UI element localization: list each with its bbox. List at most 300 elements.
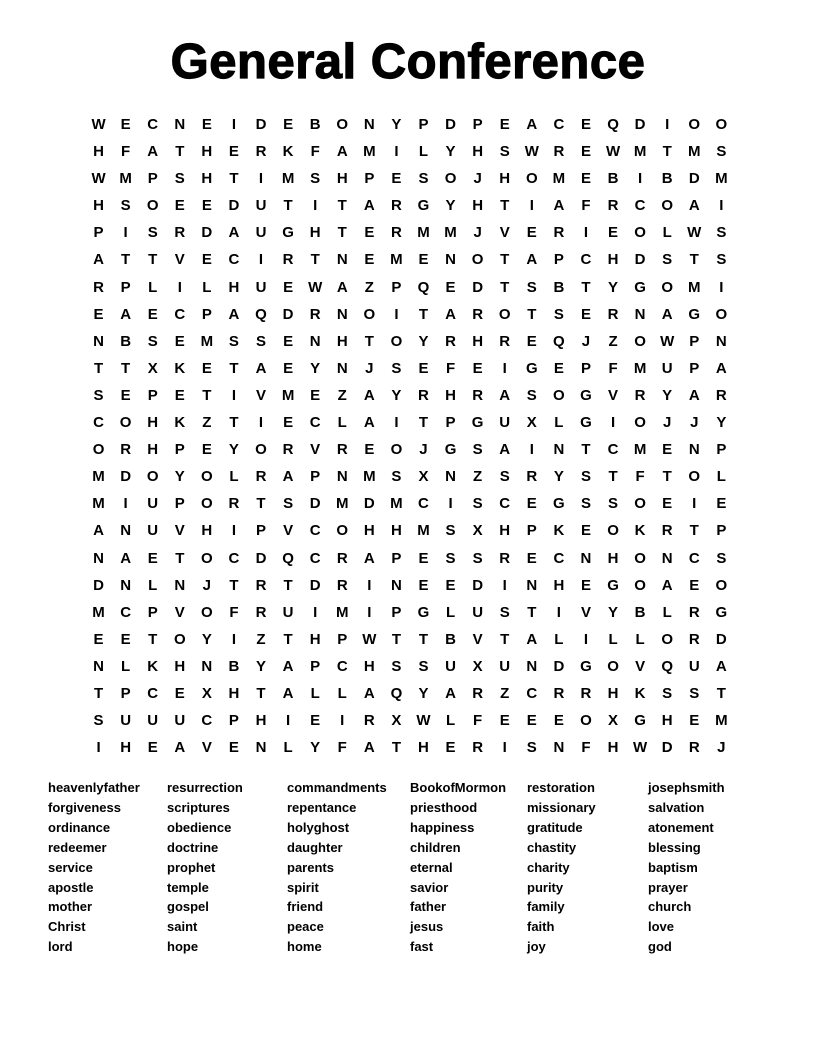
word-item: god xyxy=(648,939,672,955)
grid-letter: S xyxy=(580,495,591,513)
grid-letter: P xyxy=(580,359,591,377)
grid-letter: L xyxy=(202,278,212,296)
grid-letter: P xyxy=(364,170,375,188)
grid-letter: E xyxy=(445,576,456,594)
grid-letter: I xyxy=(286,712,291,730)
grid-letter: V xyxy=(608,386,619,404)
grid-letter: M xyxy=(688,278,701,296)
grid-letter: P xyxy=(391,278,402,296)
grid-letter: O xyxy=(661,197,674,215)
grid-letter: J xyxy=(690,414,699,432)
grid-letter: A xyxy=(715,657,727,675)
grid-letter: D xyxy=(688,170,700,188)
grid-letter: G xyxy=(471,414,484,432)
grid-letter: Z xyxy=(337,386,347,404)
grid-letter: N xyxy=(174,116,186,133)
grid-row xyxy=(85,490,735,517)
word-item: obedience xyxy=(167,819,232,835)
grid-letter: T xyxy=(93,684,104,702)
grid-letter: G xyxy=(580,414,592,432)
grid-letter: Y xyxy=(608,278,619,296)
grid-letter: H xyxy=(201,170,213,188)
grid-letter: P xyxy=(445,414,456,432)
grid-letter: P xyxy=(689,359,700,377)
grid-letter: D xyxy=(634,116,646,133)
grid-letter: O xyxy=(607,657,619,675)
grid-letter: A xyxy=(120,305,132,323)
grid-letter: F xyxy=(337,739,347,757)
grid-letter: H xyxy=(472,143,484,161)
grid-letter: R xyxy=(445,332,456,350)
grid-letter: G xyxy=(688,305,701,323)
grid-letter: C xyxy=(147,116,159,133)
grid-letter: A xyxy=(282,657,294,675)
grid-letter: O xyxy=(336,116,349,133)
word-item: jesus xyxy=(410,919,444,935)
word-list xyxy=(48,778,788,957)
grid-letter: Y xyxy=(310,359,321,377)
grid-letter: E xyxy=(201,251,212,269)
grid-letter: M xyxy=(281,170,295,188)
grid-letter: M xyxy=(633,441,647,459)
grid-letter: H xyxy=(472,197,484,215)
grid-letter: O xyxy=(553,386,565,404)
grid-letter: O xyxy=(390,441,403,459)
grid-letter: J xyxy=(202,576,212,594)
grid-letter: N xyxy=(255,739,267,757)
grid-letter: V xyxy=(201,739,212,757)
grid-letter: E xyxy=(174,197,185,215)
grid-letter: Y xyxy=(418,684,429,702)
grid-letter: O xyxy=(607,522,619,540)
grid-letter: P xyxy=(201,305,212,323)
grid-letter: Q xyxy=(607,116,619,133)
grid-letter: E xyxy=(201,359,212,377)
grid-letter: A xyxy=(228,305,240,323)
grid-letter: S xyxy=(228,332,239,350)
grid-letter: M xyxy=(417,522,430,540)
grid-letter: O xyxy=(525,170,538,188)
word-item: redeemer xyxy=(48,839,107,855)
grid-letter: X xyxy=(147,359,158,377)
grid-letter: T xyxy=(148,630,158,648)
grid-letter: D xyxy=(93,576,104,594)
grid-letter: B xyxy=(661,170,673,188)
grid-letter: E xyxy=(310,386,321,404)
grid-letter: W xyxy=(633,739,648,757)
grid-letter: S xyxy=(418,170,429,188)
grid-letter: E xyxy=(364,251,375,269)
grid-letter: S xyxy=(526,278,537,296)
grid-letter: T xyxy=(256,495,266,513)
grid-letter: I xyxy=(583,630,589,648)
grid-letter: O xyxy=(634,332,646,350)
grid-letter: P xyxy=(147,386,158,404)
grid-letter: I xyxy=(692,495,697,513)
grid-letter: O xyxy=(363,305,376,323)
grid-letter: T xyxy=(202,386,212,404)
word-item: heavenlyfather xyxy=(48,780,140,795)
grid-row xyxy=(85,734,735,761)
grid-letter: E xyxy=(364,224,375,242)
grid-letter: U xyxy=(255,197,267,215)
word-item: BookofMormon xyxy=(410,780,507,795)
grid-letter: R xyxy=(282,441,294,459)
grid-letter: O xyxy=(173,630,186,648)
grid-letter: I xyxy=(583,224,589,242)
word-list-column xyxy=(48,778,167,957)
grid-letter: N xyxy=(174,576,186,594)
word-item: atonement xyxy=(648,819,714,835)
grid-letter: A xyxy=(499,386,511,404)
grid-letter: R xyxy=(282,251,294,269)
grid-letter: A xyxy=(553,197,565,215)
word-item: repentance xyxy=(287,799,357,815)
grid-letter: D xyxy=(201,224,213,242)
grid-letter: N xyxy=(445,251,456,269)
grid-letter: M xyxy=(281,386,295,404)
grid-letter: E xyxy=(120,630,131,648)
page-title: General Conference xyxy=(170,35,646,89)
grid-letter: E xyxy=(201,441,212,459)
grid-letter: J xyxy=(419,441,428,459)
grid-letter: U xyxy=(174,712,186,730)
grid-letter: H xyxy=(445,386,456,404)
grid-letter: X xyxy=(391,712,402,730)
grid-letter: I xyxy=(719,278,724,296)
word-item: eternal xyxy=(410,859,453,875)
grid-letter: V xyxy=(283,522,294,540)
grid-letter: T xyxy=(391,739,401,757)
grid-letter: R xyxy=(390,197,402,215)
grid-letter: V xyxy=(256,386,267,404)
grid-letter: S xyxy=(120,197,131,215)
grid-letter: P xyxy=(93,224,104,242)
grid-letter: D xyxy=(309,576,321,594)
grid-letter: H xyxy=(93,197,104,215)
grid-letter: Z xyxy=(202,414,212,432)
grid-letter: T xyxy=(581,278,591,296)
word-item: spirit xyxy=(287,879,319,895)
grid-row xyxy=(85,680,735,707)
grid-letter: E xyxy=(120,386,131,404)
grid-letter: E xyxy=(499,116,510,133)
grid-letter: P xyxy=(526,522,537,540)
grid-letter: J xyxy=(473,170,482,188)
grid-letter: D xyxy=(228,197,240,215)
grid-letter: S xyxy=(716,143,727,161)
grid-letter: E xyxy=(580,143,591,161)
grid-row xyxy=(85,246,735,273)
grid-letter: L xyxy=(148,278,158,296)
grid-letter: E xyxy=(93,630,104,648)
grid-letter: V xyxy=(499,224,510,242)
grid-letter: N xyxy=(336,468,348,486)
grid-letter: H xyxy=(363,522,375,540)
grid-letter: N xyxy=(634,305,646,323)
grid-letter: S xyxy=(310,170,321,188)
grid-letter: H xyxy=(499,170,511,188)
word-item: family xyxy=(527,899,565,915)
grid-letter: W xyxy=(524,143,539,161)
grid-letter: H xyxy=(607,739,619,757)
grid-row xyxy=(85,517,735,544)
grid-letter: T xyxy=(148,251,158,269)
grid-letter: O xyxy=(146,197,159,215)
grid-letter: R xyxy=(390,224,402,242)
grid-letter: C xyxy=(553,549,565,567)
grid-letter: U xyxy=(445,657,456,675)
grid-letter: F xyxy=(581,197,591,215)
grid-letter: W xyxy=(416,712,431,730)
grid-letter: H xyxy=(309,630,321,648)
grid-letter: X xyxy=(472,522,483,540)
grid-letter: P xyxy=(689,332,700,350)
grid-letter: T xyxy=(337,197,347,215)
grid-letter: H xyxy=(147,414,159,432)
grid-letter: E xyxy=(147,305,158,323)
grid-letter: E xyxy=(283,332,294,350)
grid-letter: O xyxy=(634,224,646,242)
grid-letter: R xyxy=(309,305,321,323)
grid-letter: O xyxy=(634,576,646,594)
grid-letter: F xyxy=(121,143,131,161)
grid-letter: D xyxy=(445,116,456,133)
grid-letter: H xyxy=(93,143,104,161)
grid-letter: P xyxy=(256,522,267,540)
grid-letter: S xyxy=(716,251,727,269)
grid-letter: I xyxy=(96,739,101,757)
grid-letter: E xyxy=(120,116,131,133)
grid-letter: E xyxy=(472,359,483,377)
grid-letter: Z xyxy=(608,332,618,350)
grid-letter: O xyxy=(634,414,646,432)
grid-letter: U xyxy=(120,712,132,730)
grid-letter: M xyxy=(390,251,403,269)
grid-letter: E xyxy=(689,712,700,730)
grid-letter: G xyxy=(607,576,619,594)
grid-letter: N xyxy=(715,332,727,350)
grid-letter: V xyxy=(174,603,185,621)
grid-letter: S xyxy=(662,251,673,269)
grid-letter: H xyxy=(472,332,484,350)
grid-letter: X xyxy=(472,657,483,675)
grid-letter: D xyxy=(282,305,294,323)
grid-letter: E xyxy=(174,684,185,702)
grid-letter: S xyxy=(472,495,483,513)
grid-letter: H xyxy=(336,332,348,350)
grid-letter: U xyxy=(499,414,511,432)
word-item: blessing xyxy=(648,839,701,855)
grid-letter: S xyxy=(499,143,510,161)
grid-letter: P xyxy=(716,522,727,540)
grid-letter: C xyxy=(147,684,159,702)
grid-letter: P xyxy=(337,630,348,648)
grid-letter: I xyxy=(529,197,534,215)
word-item: prayer xyxy=(648,879,688,895)
grid-letter: D xyxy=(255,549,267,567)
grid-letter: P xyxy=(391,549,402,567)
grid-letter: A xyxy=(499,441,511,459)
grid-letter: R xyxy=(255,468,267,486)
grid-letter: P xyxy=(120,684,131,702)
word-item: joy xyxy=(527,939,546,955)
grid-letter: A xyxy=(661,305,673,323)
grid-letter: O xyxy=(119,414,132,432)
grid-letter: E xyxy=(445,278,456,296)
word-item: chastity xyxy=(527,839,577,855)
grid-letter: R xyxy=(255,143,267,161)
grid-letter: M xyxy=(688,143,701,161)
grid-letter: E xyxy=(147,739,158,757)
grid-letter: T xyxy=(175,143,185,161)
word-item: forgiveness xyxy=(48,799,121,815)
grid-letter: A xyxy=(93,522,104,540)
grid-letter: H xyxy=(336,170,348,188)
grid-letter: E xyxy=(526,549,537,567)
grid-letter: Q xyxy=(417,278,430,296)
grid-letter: N xyxy=(201,657,213,675)
grid-letter: T xyxy=(283,197,293,215)
grid-letter: M xyxy=(92,468,105,486)
grid-letter: T xyxy=(662,143,672,161)
grid-letter: Y xyxy=(445,143,456,161)
grid-letter: O xyxy=(255,441,267,459)
grid-letter: C xyxy=(309,549,321,567)
word-item: Christ xyxy=(48,919,86,935)
grid-letter: Q xyxy=(661,657,674,675)
grid-letter: C xyxy=(174,305,186,323)
grid-letter: C xyxy=(688,549,700,567)
grid-letter: A xyxy=(228,224,240,242)
wordsearch-letter-grid xyxy=(85,111,735,761)
grid-letter: I xyxy=(258,251,264,269)
grid-letter: H xyxy=(228,684,240,702)
grid-letter: T xyxy=(689,251,699,269)
grid-letter: E xyxy=(716,495,727,513)
grid-letter: X xyxy=(201,684,212,702)
grid-letter: I xyxy=(177,278,182,296)
grid-letter: S xyxy=(147,332,158,350)
grid-letter: K xyxy=(634,522,646,540)
grid-letter: A xyxy=(174,739,186,757)
grid-row xyxy=(85,355,735,382)
grid-letter: A xyxy=(363,197,375,215)
grid-letter: C xyxy=(336,657,348,675)
grid-letter: T xyxy=(662,468,672,486)
grid-letter: Q xyxy=(553,332,565,350)
grid-letter: H xyxy=(120,739,132,757)
grid-letter: Y xyxy=(553,468,564,486)
grid-letter: C xyxy=(526,684,538,702)
grid-letter: S xyxy=(283,495,294,513)
grid-letter: A xyxy=(526,630,538,648)
grid-letter: I xyxy=(367,603,372,621)
grid-letter: E xyxy=(283,278,294,296)
grid-letter: E xyxy=(283,414,294,432)
grid-letter: L xyxy=(121,657,131,675)
word-item: mother xyxy=(48,899,93,915)
grid-letter: O xyxy=(146,468,159,486)
grid-letter: F xyxy=(608,359,618,377)
grid-letter: E xyxy=(228,143,239,161)
grid-letter: O xyxy=(336,522,349,540)
grid-letter: E xyxy=(662,441,673,459)
grid-letter: D xyxy=(309,495,321,513)
grid-letter: N xyxy=(526,657,538,675)
grid-letter: E xyxy=(228,739,239,757)
grid-letter: I xyxy=(502,576,507,594)
word-item: parents xyxy=(287,859,334,875)
grid-letter: P xyxy=(391,603,402,621)
grid-letter: S xyxy=(445,522,456,540)
grid-letter: K xyxy=(634,684,646,702)
grid-letter: P xyxy=(120,278,131,296)
word-item: service xyxy=(48,859,93,875)
grid-letter: G xyxy=(634,278,646,296)
word-item: baptism xyxy=(648,859,698,875)
grid-letter: B xyxy=(634,603,646,621)
grid-letter: T xyxy=(229,414,239,432)
grid-letter: D xyxy=(634,251,646,269)
word-item: temple xyxy=(167,879,209,895)
grid-letter: H xyxy=(418,739,429,757)
grid-row xyxy=(85,382,735,409)
grid-letter: R xyxy=(255,603,267,621)
grid-letter: D xyxy=(472,576,484,594)
grid-letter: S xyxy=(472,441,483,459)
grid-letter: O xyxy=(661,278,674,296)
grid-letter: A xyxy=(715,359,727,377)
grid-letter: P xyxy=(147,170,158,188)
grid-letter: U xyxy=(499,657,511,675)
grid-letter: O xyxy=(390,332,403,350)
grid-letter: Q xyxy=(255,305,267,323)
grid-letter: R xyxy=(607,305,619,323)
grid-letter: W xyxy=(660,332,675,350)
grid-letter: N xyxy=(93,657,104,675)
grid-letter: A xyxy=(336,278,348,296)
grid-letter: S xyxy=(256,332,267,350)
grid-letter: O xyxy=(715,576,728,594)
grid-letter: I xyxy=(258,170,264,188)
grid-letter: I xyxy=(313,603,318,621)
grid-letter: E xyxy=(201,116,212,133)
grid-letter: L xyxy=(148,576,158,594)
grid-letter: G xyxy=(634,712,646,730)
grid-letter: T xyxy=(608,468,618,486)
grid-letter: O xyxy=(92,441,105,459)
grid-letter: R xyxy=(472,684,484,702)
grid-letter: Y xyxy=(662,386,673,404)
word-item: savior xyxy=(410,879,449,895)
grid-letter: H xyxy=(499,522,511,540)
grid-letter: T xyxy=(500,251,510,269)
grid-letter: R xyxy=(688,630,700,648)
grid-letter: T xyxy=(175,549,185,567)
grid-letter: M xyxy=(417,224,430,242)
grid-letter: N xyxy=(526,576,538,594)
grid-row xyxy=(85,301,735,328)
grid-letter: N xyxy=(336,251,348,269)
grid-letter: R xyxy=(93,278,104,296)
grid-letter: O xyxy=(201,495,213,513)
grid-letter: O xyxy=(201,549,213,567)
grid-letter: H xyxy=(309,224,321,242)
grid-letter: E xyxy=(283,116,294,133)
grid-letter: D xyxy=(553,657,565,675)
grid-letter: R xyxy=(472,739,484,757)
